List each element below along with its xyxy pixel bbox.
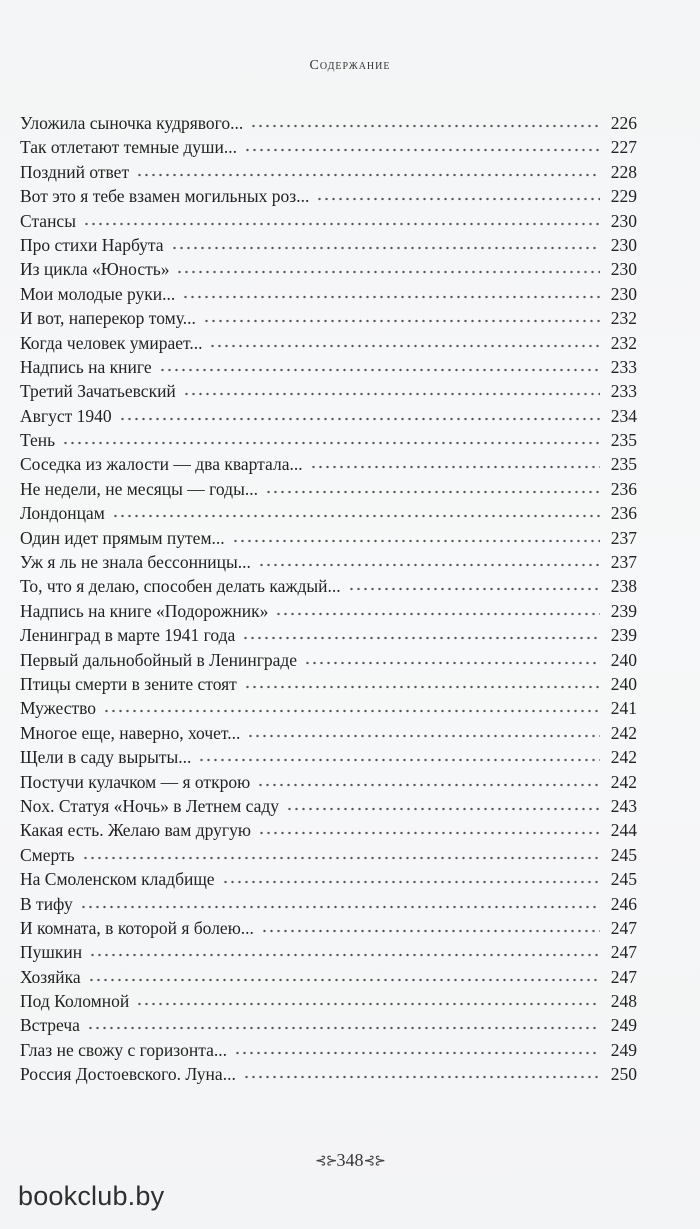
toc-entry-title: Хозяйка	[20, 966, 81, 987]
toc-entry-title: То, что я делаю, способен делать каждый...	[20, 576, 341, 597]
toc-dot-leader	[348, 574, 600, 592]
table-of-contents	[20, 111, 637, 1087]
toc-entry-title: Пушкин	[20, 942, 83, 963]
toc-dot-leader	[136, 989, 600, 1007]
toc-entry-page: 234	[610, 405, 637, 426]
toc-dot-leader	[304, 648, 600, 666]
toc-entry-page: 245	[610, 844, 637, 865]
toc-entry-title: Мои молодые руки...	[20, 283, 176, 304]
toc-dot-leader	[88, 965, 600, 983]
toc-entry-title: И вот, наперекор тому...	[20, 308, 196, 329]
toc-entry	[20, 257, 637, 281]
toc-entry-page: 230	[610, 283, 637, 304]
toc-entry	[20, 916, 637, 940]
toc-entry-page: 237	[610, 552, 637, 573]
toc-entry	[20, 672, 637, 696]
toc-entry	[20, 501, 637, 525]
toc-entry-title: Не недели, не месяцы — годы...	[20, 478, 258, 499]
toc-dot-leader	[257, 770, 600, 788]
toc-entry	[20, 233, 637, 257]
toc-entry	[20, 867, 637, 891]
toc-dot-leader	[80, 892, 600, 910]
toc-entry	[20, 331, 637, 355]
toc-entry-page: 230	[610, 259, 637, 280]
toc-entry-page: 239	[610, 625, 637, 646]
toc-dot-leader	[89, 940, 600, 958]
toc-entry	[20, 696, 637, 720]
toc-entry-page: 232	[610, 332, 637, 353]
toc-entry-page: 250	[610, 1064, 637, 1085]
toc-dot-leader	[316, 184, 600, 202]
toc-dot-leader	[258, 818, 600, 836]
toc-dot-leader	[83, 209, 600, 227]
toc-entry-title: Первый дальнобойный в Ленинграде	[20, 649, 298, 670]
toc-entry-title: Смерть	[20, 844, 75, 865]
toc-entry	[20, 1038, 637, 1062]
toc-entry-page: 236	[610, 503, 637, 524]
toc-entry-page: 245	[610, 869, 637, 890]
toc-entry-page: 249	[610, 1039, 637, 1060]
toc-entry-title: Один идет прямым путем...	[20, 527, 225, 548]
toc-entry	[20, 404, 637, 428]
toc-dot-leader	[275, 599, 600, 617]
toc-entry-page: 236	[610, 478, 637, 499]
toc-entry-title: Nox. Статуя «Ночь» в Летнем саду	[20, 795, 280, 816]
toc-dot-leader	[244, 672, 600, 690]
toc-dot-leader	[209, 331, 600, 349]
toc-entry-page: 242	[610, 771, 637, 792]
toc-entry-title: Многое еще, наверно, хочет...	[20, 722, 241, 743]
toc-dot-leader	[242, 623, 600, 641]
toc-entry-page: 248	[610, 991, 637, 1012]
toc-entry	[20, 477, 637, 501]
toc-entry-page: 247	[610, 966, 637, 987]
toc-entry-page: 235	[610, 454, 637, 475]
toc-dot-leader	[82, 843, 600, 861]
toc-entry	[20, 452, 637, 476]
toc-entry	[20, 184, 637, 208]
toc-entry	[20, 599, 637, 623]
toc-entry	[20, 623, 637, 647]
toc-dot-leader	[182, 282, 600, 300]
toc-entry-title: Какая есть. Желаю вам другую	[20, 820, 251, 841]
toc-entry	[20, 843, 637, 867]
toc-entry-page: 233	[610, 356, 637, 377]
toc-entry-page: 235	[610, 430, 637, 451]
toc-entry-title: Россия Достоевского. Луна...	[20, 1064, 236, 1085]
toc-entry-page: 230	[610, 234, 637, 255]
toc-entry	[20, 282, 637, 306]
toc-entry-page: 242	[610, 747, 637, 768]
toc-dot-leader	[234, 1038, 600, 1056]
toc-entry-title: Уложила сыночка кудрявого...	[20, 113, 244, 133]
toc-entry	[20, 428, 637, 452]
toc-entry-title: И комната, в которой я болею...	[20, 917, 254, 938]
toc-entry-title: Из цикла «Юность»	[20, 259, 170, 280]
toc-entry-title: Соседка из жалости — два квартала...	[20, 454, 303, 475]
page-number-footer	[0, 1150, 700, 1171]
toc-entry-page: 242	[610, 722, 637, 743]
toc-entry	[20, 111, 637, 135]
toc-entry-title: Про стихи Нарбута	[20, 234, 164, 255]
toc-entry	[20, 648, 637, 672]
toc-entry	[20, 770, 637, 794]
toc-entry	[20, 940, 637, 964]
site-watermark: bookclub.by	[18, 1181, 165, 1211]
toc-entry-page: 240	[610, 673, 637, 694]
toc-dot-leader	[136, 160, 600, 178]
toc-entry-title: Щели в саду вырыты...	[20, 747, 192, 768]
toc-entry-page: 244	[610, 820, 637, 841]
toc-entry-page: 247	[610, 942, 637, 963]
toc-entry-page: 243	[610, 795, 637, 816]
toc-entry-title: Ленинград в марте 1941 года	[20, 625, 236, 646]
toc-entry-title: На Смоленском кладбище	[20, 869, 215, 890]
toc-dot-leader	[87, 1013, 600, 1031]
toc-entry	[20, 989, 637, 1013]
toc-entry-title: В тифу	[20, 893, 73, 914]
toc-entry	[20, 209, 637, 233]
toc-dot-leader	[222, 867, 600, 885]
toc-entry-page: 246	[610, 893, 637, 914]
toc-entry-title: Вот это я тебе взамен могильных роз...	[20, 186, 310, 207]
toc-dot-leader	[310, 452, 600, 470]
toc-entry	[20, 892, 637, 916]
toc-entry-title: Тень	[20, 430, 56, 451]
toc-entry-title: Мужество	[20, 698, 97, 719]
toc-entry-title: Надпись на книге	[20, 356, 152, 377]
toc-dot-leader	[183, 379, 600, 397]
toc-entry	[20, 306, 637, 330]
toc-entry-title: Когда человек умирает...	[20, 332, 203, 353]
toc-dot-leader	[62, 428, 600, 446]
ornament-right-icon: ⊰⊱	[363, 1154, 385, 1169]
toc-dot-leader	[198, 745, 600, 763]
toc-dot-leader	[286, 794, 600, 812]
toc-entry-page: 228	[610, 161, 637, 182]
toc-entry-page: 232	[610, 308, 637, 329]
toc-dot-leader	[244, 135, 600, 153]
toc-entry	[20, 526, 637, 550]
page-number: 348	[336, 1150, 364, 1170]
toc-entry-title: Лондонцам	[20, 503, 105, 524]
toc-entry-page: 247	[610, 917, 637, 938]
toc-entry-page: 233	[610, 381, 637, 402]
toc-entry-title: Поздний ответ	[20, 161, 130, 182]
toc-entry-title: Стансы	[20, 210, 76, 231]
toc-dot-leader	[265, 477, 600, 495]
toc-entry-title: Надпись на книге «Подорожник»	[20, 600, 269, 621]
toc-dot-leader	[247, 721, 600, 739]
toc-dot-leader	[171, 233, 600, 251]
toc-entry	[20, 721, 637, 745]
toc-entry	[20, 550, 637, 574]
toc-dot-leader	[103, 696, 600, 714]
toc-dot-leader	[261, 916, 600, 934]
toc-entry	[20, 379, 637, 403]
toc-entry-page: 226	[610, 113, 637, 133]
toc-entry-page: 239	[610, 600, 637, 621]
toc-entry-page: 237	[610, 527, 637, 548]
toc-entry-title: Постучи кулачком — я открою	[20, 771, 251, 792]
toc-entry	[20, 1013, 637, 1037]
toc-entry-page: 241	[610, 698, 637, 719]
toc-dot-leader	[112, 501, 600, 519]
toc-dot-leader	[250, 111, 600, 129]
toc-entry	[20, 160, 637, 184]
toc-entry-page: 230	[610, 210, 637, 231]
toc-dot-leader	[258, 550, 600, 568]
ornament-left-icon: ⊰⊱	[315, 1154, 337, 1169]
toc-entry	[20, 745, 637, 769]
toc-dot-leader	[232, 526, 600, 544]
toc-entry-title: Август 1940	[20, 405, 112, 426]
toc-entry-page: 249	[610, 1015, 637, 1036]
toc-entry	[20, 355, 637, 379]
toc-entry-title: Уж я ль не знала бессонницы...	[20, 552, 251, 573]
toc-entry-title: Так отлетают темные души...	[20, 137, 237, 158]
toc-dot-leader	[203, 306, 600, 324]
toc-entry-title: Глаз не свожу с горизонта...	[20, 1039, 227, 1060]
toc-entry-page: 238	[610, 576, 637, 597]
toc-entry	[20, 1062, 637, 1086]
toc-entry	[20, 794, 637, 818]
toc-entry-page: 229	[610, 186, 637, 207]
toc-entry-page: 227	[610, 137, 637, 158]
toc-entry-title: Встреча	[20, 1015, 80, 1036]
toc-entry-title: Птицы смерти в зените стоят	[20, 673, 237, 694]
page-header: Содержание	[309, 58, 391, 73]
toc-dot-leader	[176, 257, 600, 275]
toc-dot-leader	[243, 1062, 600, 1080]
toc-entry-title: Под Коломной	[20, 991, 130, 1012]
toc-entry-title: Третий Зачатьевский	[20, 381, 176, 402]
toc-entry	[20, 574, 637, 598]
toc-entry	[20, 135, 637, 159]
toc-entry	[20, 818, 637, 842]
toc-dot-leader	[119, 404, 600, 422]
toc-entry-page: 240	[610, 649, 637, 670]
toc-entry	[20, 965, 637, 989]
toc-dot-leader	[159, 355, 600, 373]
